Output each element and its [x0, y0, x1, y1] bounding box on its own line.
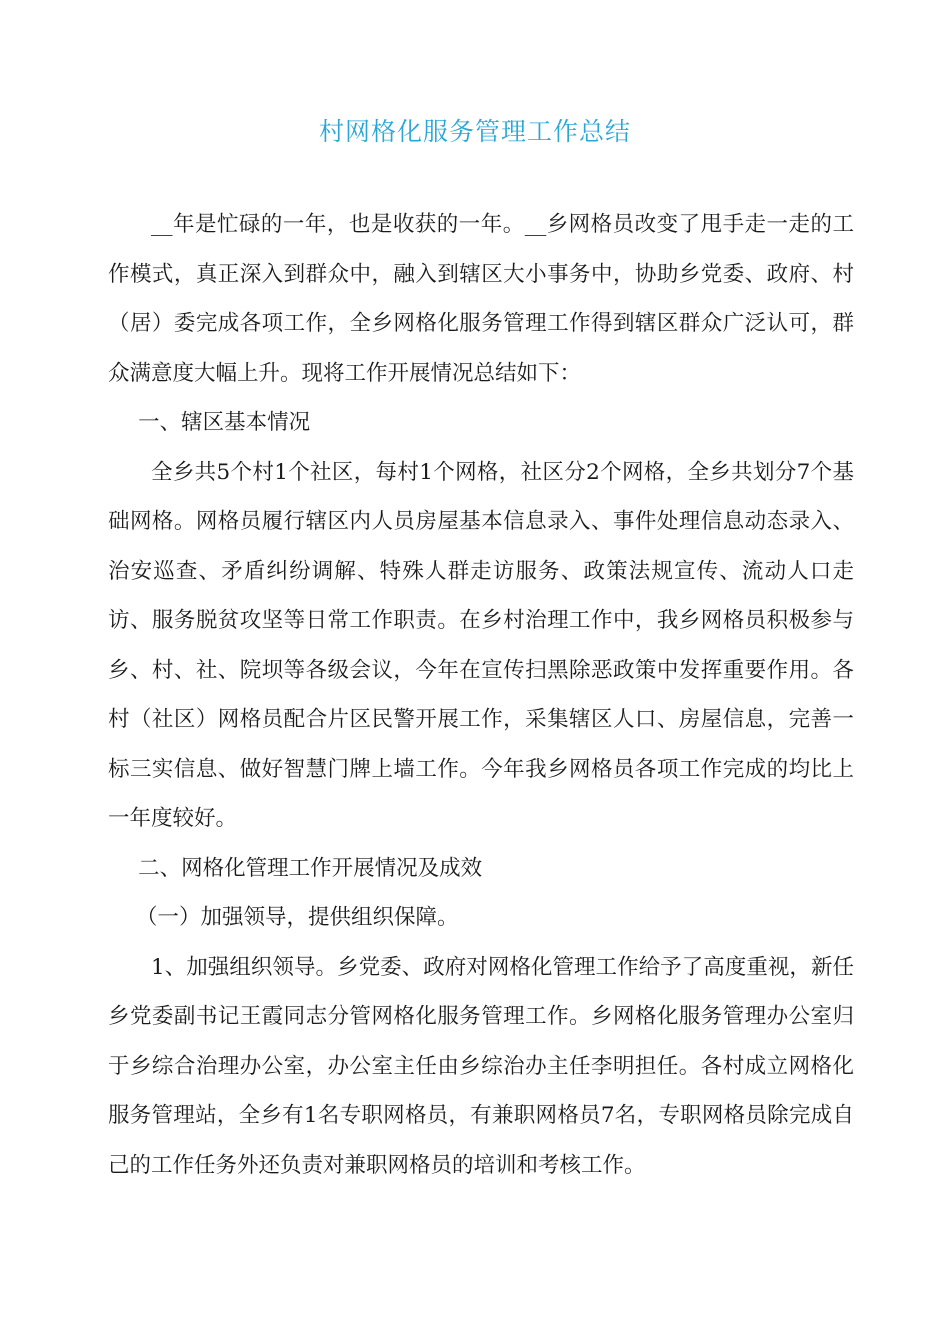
section-heading-2: 二、网格化管理工作开展情况及成效	[138, 855, 483, 881]
subsection-heading-1: （一）加强领导，提供组织保障。	[135, 905, 459, 930]
section-heading-1: 一、辖区基本情况	[138, 410, 311, 435]
paragraph-basic-situation: 全乡共5个村1个社区，每村1个网格，社区分2个网格，全乡共划分7个基础网格。网格员履行辖区内人员房屋基本信息录入、事件处理信息动态录入、治安巡查、矛盾纠纷调解、特殊人群走访服务、政策法规宣传、流动人口走访、服务脱贫攻坚等日常工作职责。在乡村治理工作中，我乡网格员积极参与乡、村、社、院坝等各级会议，今年在宣传扫黑除恶政策中发挥重要作用。各村（社区）网格员配合片区民警开展工作，采集辖区人口、房屋信息，完善一标三实信息、做好智慧门牌上墙工作。今年我乡网格员各项工作完成的均比上一年度较好。	[108, 459, 854, 831]
document-body	[108, 200, 854, 1190]
paragraph-organization: 1、加强组织领导。乡党委、政府对网格化管理工作给予了高度重视，新任乡党委副书记王霞同志分管网格化服务管理工作。乡网格化服务管理办公室归于乡综合治理办公室，办公室主任由乡综治办主任李明担任。各村成立网格化服务管理站，全乡有1名专职网格员，有兼职网格员7名，专职网格员除完成自己的工作任务外还负责对兼职网格员的培训和考核工作。	[108, 954, 854, 1178]
paragraph-intro: __年是忙碌的一年，也是收获的一年。__乡网格员改变了甩手走一走的工作模式，真正深入到群众中，融入到辖区大小事务中，协助乡党委、政府、村（居）委完成各项工作，全乡网格化服务管理工作得到辖区群众广泛认可，群众满意度大幅上升。现将工作开展情况总结如下：	[108, 212, 854, 386]
document-title: 村网格化服务管理工作总结	[318, 117, 631, 146]
